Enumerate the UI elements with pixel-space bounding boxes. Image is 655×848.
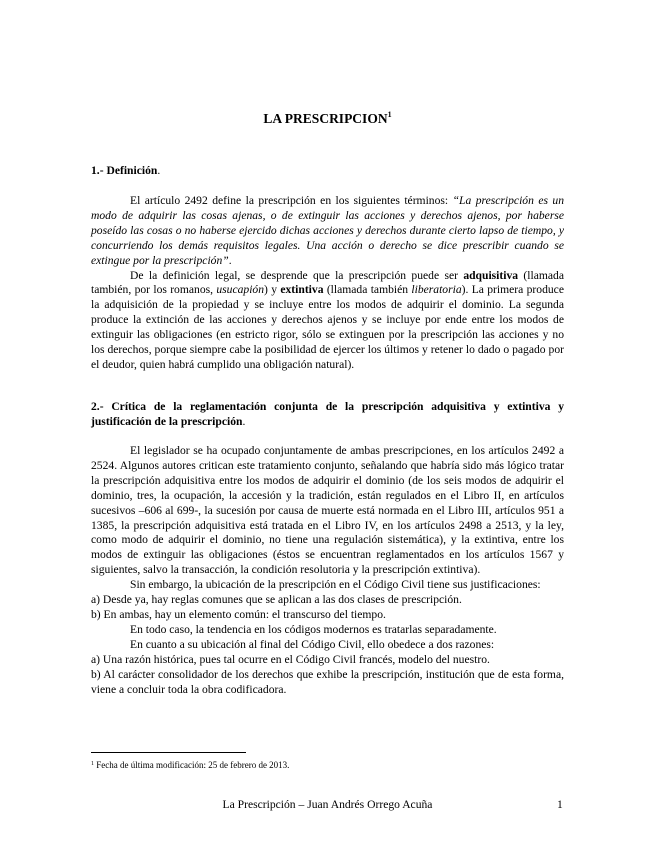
section2-paragraph: En cuanto a su ubicación al final del Código Civil, ello obedece a dos razones:	[130, 637, 495, 651]
list-item: a) Desde ya, hay reglas comunes que se aplican a las dos clases de prescripción.	[91, 593, 462, 607]
section2-paragraph: El legislador se ha ocupado conjuntamente de ambas prescripciones, en los artículos 2492 a 2524. Algunos autores critican este tratamiento conjunto, señalando que habría sido más lógico tratar la prescripción adquisitiva entre los modos de adquirir el dominio (de los seis modos de adquirir el dominio, tres, la ocupación, la accesión y la tradición, están regulados en el Libro II, en artículos sucesivos –606 al 699-, la sucesión por causa de muerte está normada en el Libro III, artículos 951 a 1385, la prescripción adquisitiva está tratada en el Libro IV, en los artículos 2498 a 2513, y la ley, como modo de adquirir el dominio, no tiene una regulación sistemática), y la extintiva, entre los modos de extinguir las obligaciones (éstos se encuentran reglamentados en los artículos 1567 y siguientes, salvo la transacción, la condición resolutoria y la prescripción extintiva).	[91, 444, 564, 577]
section1-paragraph: El artículo 2492 define la prescripción en los siguientes términos: “La prescripción es un modo de adquirir las cosas ajenas, o de extinguir las acciones y derechos ajenos, por haberse poseído las cosas o no haberse ejercido dichas acciones y derechos durante cierto lapso de tiempo, y concurriendo los demás requisitos legales. Una acción o derecho se dice prescribir cuando se extingue por la prescripción”.	[91, 194, 565, 267]
definition-quote: “La prescripción es un modo de adquirir las cosas ajenas, o de extinguir las acciones y derechos ajenos, por haberse poseído las cosas o no haberse ejercido dichas acciones y derechos durante cierto lapso de tiempo, y concurriendo los demás requisitos legales. Una acción o derecho se dice prescribir cuando se extingue por la prescripción”	[91, 194, 565, 267]
page-number: 1	[557, 798, 563, 811]
section1-heading: 1.- Definición.	[91, 164, 161, 177]
page-footer: La Prescripción – Juan Andrés Orrego Acuña	[222, 798, 433, 811]
section1-body	[91, 194, 564, 373]
section2-paragraph: Sin embargo, la ubicación de la prescripción en el Código Civil tiene sus justificaciones:	[130, 578, 541, 592]
list-item: b) Al carácter consolidador de los derechos que exhibe la prescripción, institución que de esta forma, viene a concluir toda la obra codificadora.	[91, 667, 564, 696]
section1-paragraph: De la definición legal, se desprende que la prescripción puede ser adquisitiva (llamada también, por los romanos, usucapión) y extintiva (llamada también liberatoria). La primera produce la adquisición de la propiedad y se incluye entre los modos de adquirir el dominio. La segunda produce la extinción de las acciones y derechos ajenos y se incluye por ende entre los modos de extinguir las obligaciones (en estricto rigor, sólo se extinguen por la prescripción las acciones y no los derechos, porque siempre cabe la posibilidad de ejercer los últimos y retener lo dado o pagado por el deudor, quien habrá cumplido una obligación natural).	[91, 268, 564, 371]
section2-heading: 2.- Crítica de la reglamentación conjunta de la prescripción adquisitiva y extintiva y justificación de la prescripción.	[91, 400, 564, 428]
list-item: b) En ambas, hay un elemento común: el transcurso del tiempo.	[91, 607, 386, 621]
footnote-mark: 1	[91, 761, 94, 767]
footnote-divider	[91, 752, 246, 753]
list-item: a) Una razón histórica, pues tal ocurre en el Código Civil francés, modelo del nuestro.	[91, 652, 490, 666]
page-title	[0, 110, 655, 127]
section2-body	[91, 444, 564, 697]
title-footnote-mark: 1	[387, 110, 392, 119]
title-text: LA PRESCRIPCION	[263, 111, 388, 126]
footnote-text: Fecha de última modificación: 25 de febrero de 2013.	[94, 760, 290, 770]
section2-paragraph: En todo caso, la tendencia en los códigos modernos es tratarlas separadamente.	[130, 622, 497, 636]
footnote	[91, 760, 289, 770]
